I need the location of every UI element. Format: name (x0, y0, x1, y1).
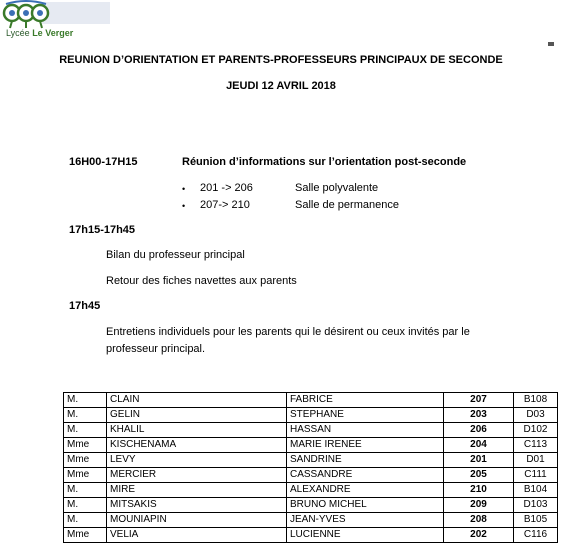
slot1-time: 16H00-17H15 (69, 156, 138, 168)
table-row (64, 483, 558, 498)
slot2-time: 17h15-17h45 (69, 224, 136, 236)
firstname-cell: BRUNO MICHEL (287, 498, 444, 513)
title-cell: M. (64, 423, 107, 438)
class-cell: 209 (444, 498, 514, 513)
lastname-cell: GELIN (107, 408, 287, 423)
firstname-cell: HASSAN (287, 423, 444, 438)
class-cell: 202 (444, 528, 514, 543)
class-cell: 204 (444, 438, 514, 453)
table-row (64, 498, 558, 513)
room-cell: D103 (514, 498, 558, 513)
room-cell: B104 (514, 483, 558, 498)
bullet-icon: • (182, 201, 186, 211)
logo-caption-prefix: Lycée (6, 28, 33, 38)
slot1-heading: Réunion d’informations sur l’orientation post-seconde (182, 156, 467, 168)
class-cell: 205 (444, 468, 514, 483)
table-row (64, 528, 558, 543)
lastname-cell: VELIA (107, 528, 287, 543)
slot1-item-room: Salle polyvalente (295, 182, 379, 194)
title-cell: Mme (64, 468, 107, 483)
title-cell: Mme (64, 528, 107, 543)
teachers-table (63, 392, 558, 543)
firstname-cell: CASSANDRE (287, 468, 444, 483)
class-cell: 208 (444, 513, 514, 528)
room-cell: D102 (514, 423, 558, 438)
firstname-cell: MARIE IRENEE (287, 438, 444, 453)
room-cell: C116 (514, 528, 558, 543)
paragraph-mark (548, 42, 554, 46)
firstname-cell: STEPHANE (287, 408, 444, 423)
room-cell: C113 (514, 438, 558, 453)
firstname-cell: JEAN-YVES (287, 513, 444, 528)
room-cell: B105 (514, 513, 558, 528)
slot3-time: 17h45 (69, 300, 101, 312)
firstname-cell: SANDRINE (287, 453, 444, 468)
title-cell: M. (64, 498, 107, 513)
logo-caption (6, 28, 73, 38)
room-cell: C111 (514, 468, 558, 483)
firstname-cell: FABRICE (287, 393, 444, 408)
firstname-cell: LUCIENNE (287, 528, 444, 543)
lastname-cell: MERCIER (107, 468, 287, 483)
class-cell: 210 (444, 483, 514, 498)
lastname-cell: MOUNIAPIN (107, 513, 287, 528)
lastname-cell: MIRE (107, 483, 287, 498)
slot3-line: professeur principal. (106, 343, 206, 355)
document-date: JEUDI 12 AVRIL 2018 (226, 80, 336, 92)
slot2-line: Retour des fiches navettes aux parents (106, 275, 297, 287)
room-cell: B108 (514, 393, 558, 408)
room-cell: D01 (514, 453, 558, 468)
title-cell: M. (64, 393, 107, 408)
class-cell: 206 (444, 423, 514, 438)
slot1-item-room: Salle de permanence (295, 199, 399, 211)
class-cell: 207 (444, 393, 514, 408)
bullet-icon: • (182, 184, 186, 194)
slot1-item-classes: 201 -> 206 (200, 182, 253, 194)
room-cell: D03 (514, 408, 558, 423)
lastname-cell: CLAIN (107, 393, 287, 408)
firstname-cell: ALEXANDRE (287, 483, 444, 498)
lastname-cell: LEVY (107, 453, 287, 468)
table-row (64, 438, 558, 453)
logo-caption-name: Le Verger (32, 28, 74, 38)
slot3-line: Entretiens individuels pour les parents qui le désirent ou ceux invités par le (106, 326, 470, 338)
lastname-cell: KHALIL (107, 423, 287, 438)
class-cell: 203 (444, 408, 514, 423)
class-cell: 201 (444, 453, 514, 468)
table-row (64, 393, 558, 408)
table-row (64, 453, 558, 468)
lastname-cell: MITSAKIS (107, 498, 287, 513)
title-cell: M. (64, 513, 107, 528)
title-cell: Mme (64, 453, 107, 468)
title-cell: Mme (64, 438, 107, 453)
table-row (64, 423, 558, 438)
slot2-line: Bilan du professeur principal (106, 249, 245, 261)
document-title: REUNION D’ORIENTATION ET PARENTS-PROFESSEURS PRINCIPAUX DE SECONDE (59, 54, 503, 66)
title-cell: M. (64, 483, 107, 498)
slot1-item-classes: 207-> 210 (200, 199, 250, 211)
table-row (64, 468, 558, 483)
title-cell: M. (64, 408, 107, 423)
lastname-cell: KISCHENAMA (107, 438, 287, 453)
table-row (64, 513, 558, 528)
table-row (64, 408, 558, 423)
